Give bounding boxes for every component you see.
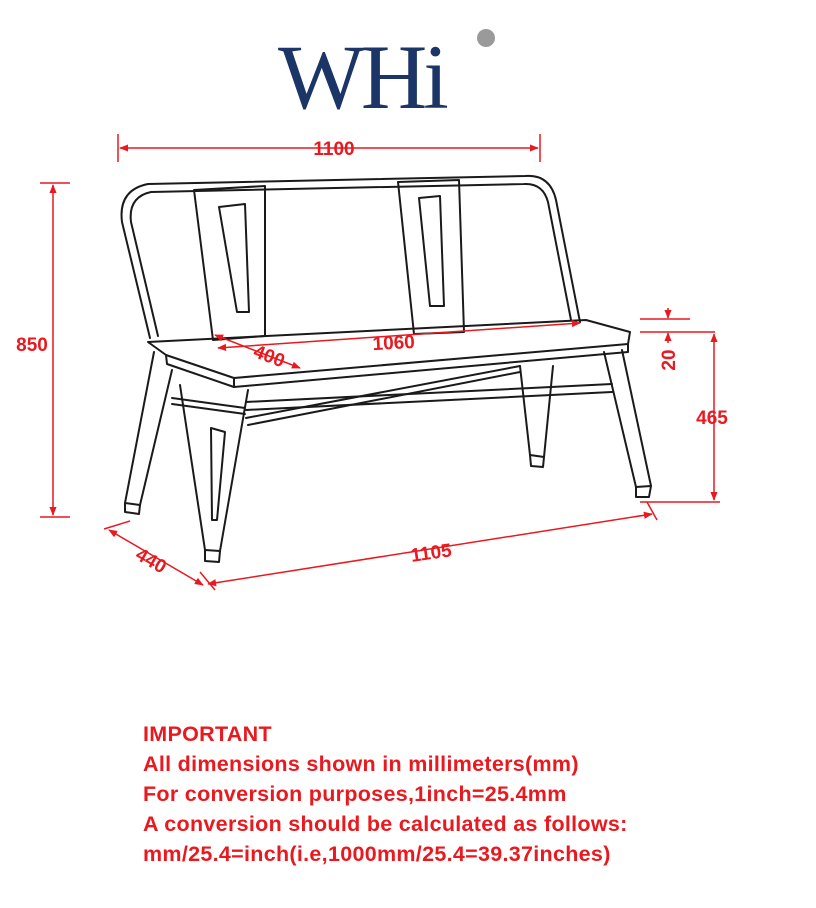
dim-seat-width-label: 1060 — [372, 331, 416, 356]
bench-outline — [122, 176, 651, 562]
dim-seat-thickness-label: 20 — [659, 349, 680, 371]
notice-heading: IMPORTANT — [143, 722, 272, 746]
dim-base-width-label: 1105 — [409, 540, 454, 567]
dim-seat-depth-label: 400 — [250, 341, 288, 373]
logo-text: WHi — [278, 26, 445, 128]
dim-overall-width-label: 1100 — [313, 139, 355, 160]
conversion-notice — [143, 719, 803, 869]
dim-base-depth-label: 440 — [131, 544, 170, 579]
dimension-lines — [40, 134, 720, 590]
notice-line-conversion: For conversion purposes,1inch=25.4mm — [143, 782, 567, 806]
dim-seat-height-label: 465 — [696, 408, 728, 429]
dim-overall-height-label: 850 — [16, 335, 48, 356]
logo-dot-icon — [477, 29, 495, 47]
notice-line-formula: mm/25.4=inch(i.e,1000mm/25.4=39.37inches) — [143, 842, 611, 866]
notice-line-formula-intro: A conversion should be calculated as follows: — [143, 812, 628, 836]
notice-line-units: All dimensions shown in millimeters(mm) — [143, 752, 579, 776]
whi-logo — [278, 26, 495, 128]
